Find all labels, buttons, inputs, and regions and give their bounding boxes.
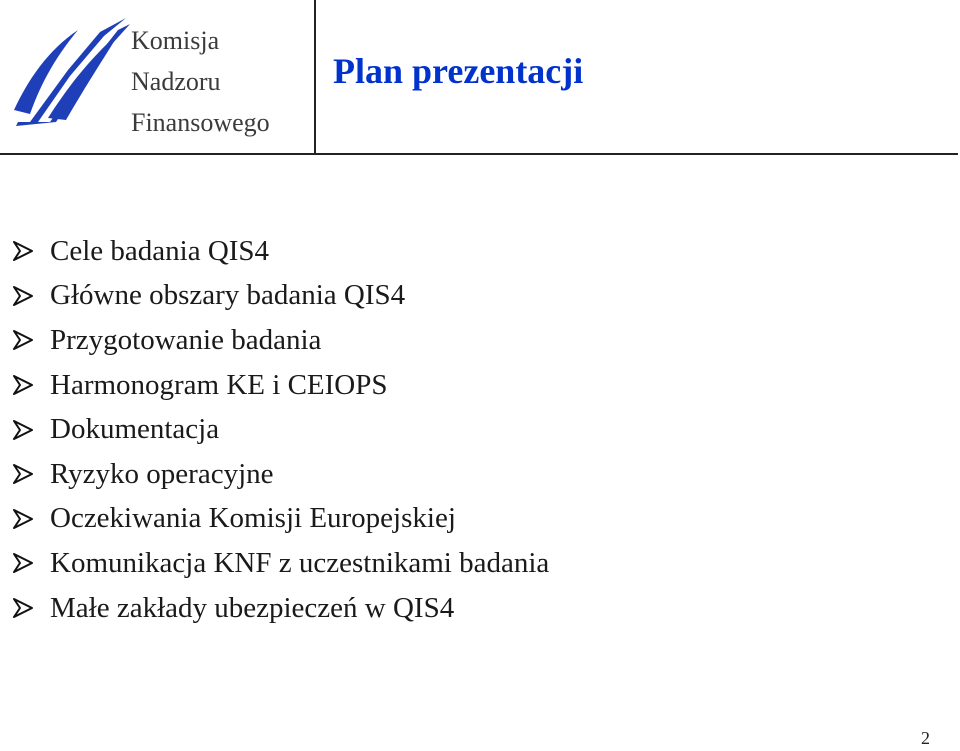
logo-wordmark xyxy=(131,20,270,143)
knf-swoosh-icon xyxy=(8,10,133,135)
agenda-item-label: Małe zakłady ubezpieczeń w QIS4 xyxy=(50,591,455,624)
arrowhead-bullet-icon xyxy=(12,597,50,619)
arrowhead-bullet-icon xyxy=(12,419,50,441)
agenda-list xyxy=(12,229,549,630)
agenda-item-label: Oczekiwania Komisji Europejskiej xyxy=(50,502,456,535)
arrowhead-bullet-icon xyxy=(12,329,50,351)
logo-line: Finansowego xyxy=(131,108,270,137)
slide-header xyxy=(0,0,960,155)
agenda-item xyxy=(12,274,549,319)
agenda-item xyxy=(12,229,549,274)
logo-line: Nadzoru xyxy=(131,67,221,96)
arrowhead-bullet-icon xyxy=(12,552,50,574)
arrowhead-bullet-icon xyxy=(12,508,50,530)
logo-line: Komisja xyxy=(131,26,220,55)
agenda-item-label: Ryzyko operacyjne xyxy=(50,457,274,490)
arrowhead-bullet-icon xyxy=(12,374,50,396)
agenda-item-label: Główne obszary badania QIS4 xyxy=(50,279,406,312)
agenda-item-label: Cele badania QIS4 xyxy=(50,234,270,267)
agenda-item-label: Harmonogram KE i CEIOPS xyxy=(50,368,388,401)
agenda-item-label: Przygotowanie badania xyxy=(50,323,322,356)
agenda-item xyxy=(12,318,549,363)
page-number: 2 xyxy=(921,728,930,748)
slide-title: Plan prezentacji xyxy=(333,51,584,91)
agenda-item-label: Komunikacja KNF z uczestnikami badania xyxy=(50,546,550,579)
arrowhead-bullet-icon xyxy=(12,285,50,307)
agenda-item xyxy=(12,586,549,631)
agenda-item xyxy=(12,407,549,452)
header-vertical-divider xyxy=(314,0,316,155)
agenda-item xyxy=(12,363,549,408)
agenda-item xyxy=(12,541,549,586)
agenda-item-label: Dokumentacja xyxy=(50,413,220,446)
arrowhead-bullet-icon xyxy=(12,240,50,262)
agenda-item xyxy=(12,452,549,497)
header-horizontal-divider xyxy=(0,153,958,155)
arrowhead-bullet-icon xyxy=(12,463,50,485)
agenda-item xyxy=(12,497,549,542)
knf-logo xyxy=(8,10,308,140)
